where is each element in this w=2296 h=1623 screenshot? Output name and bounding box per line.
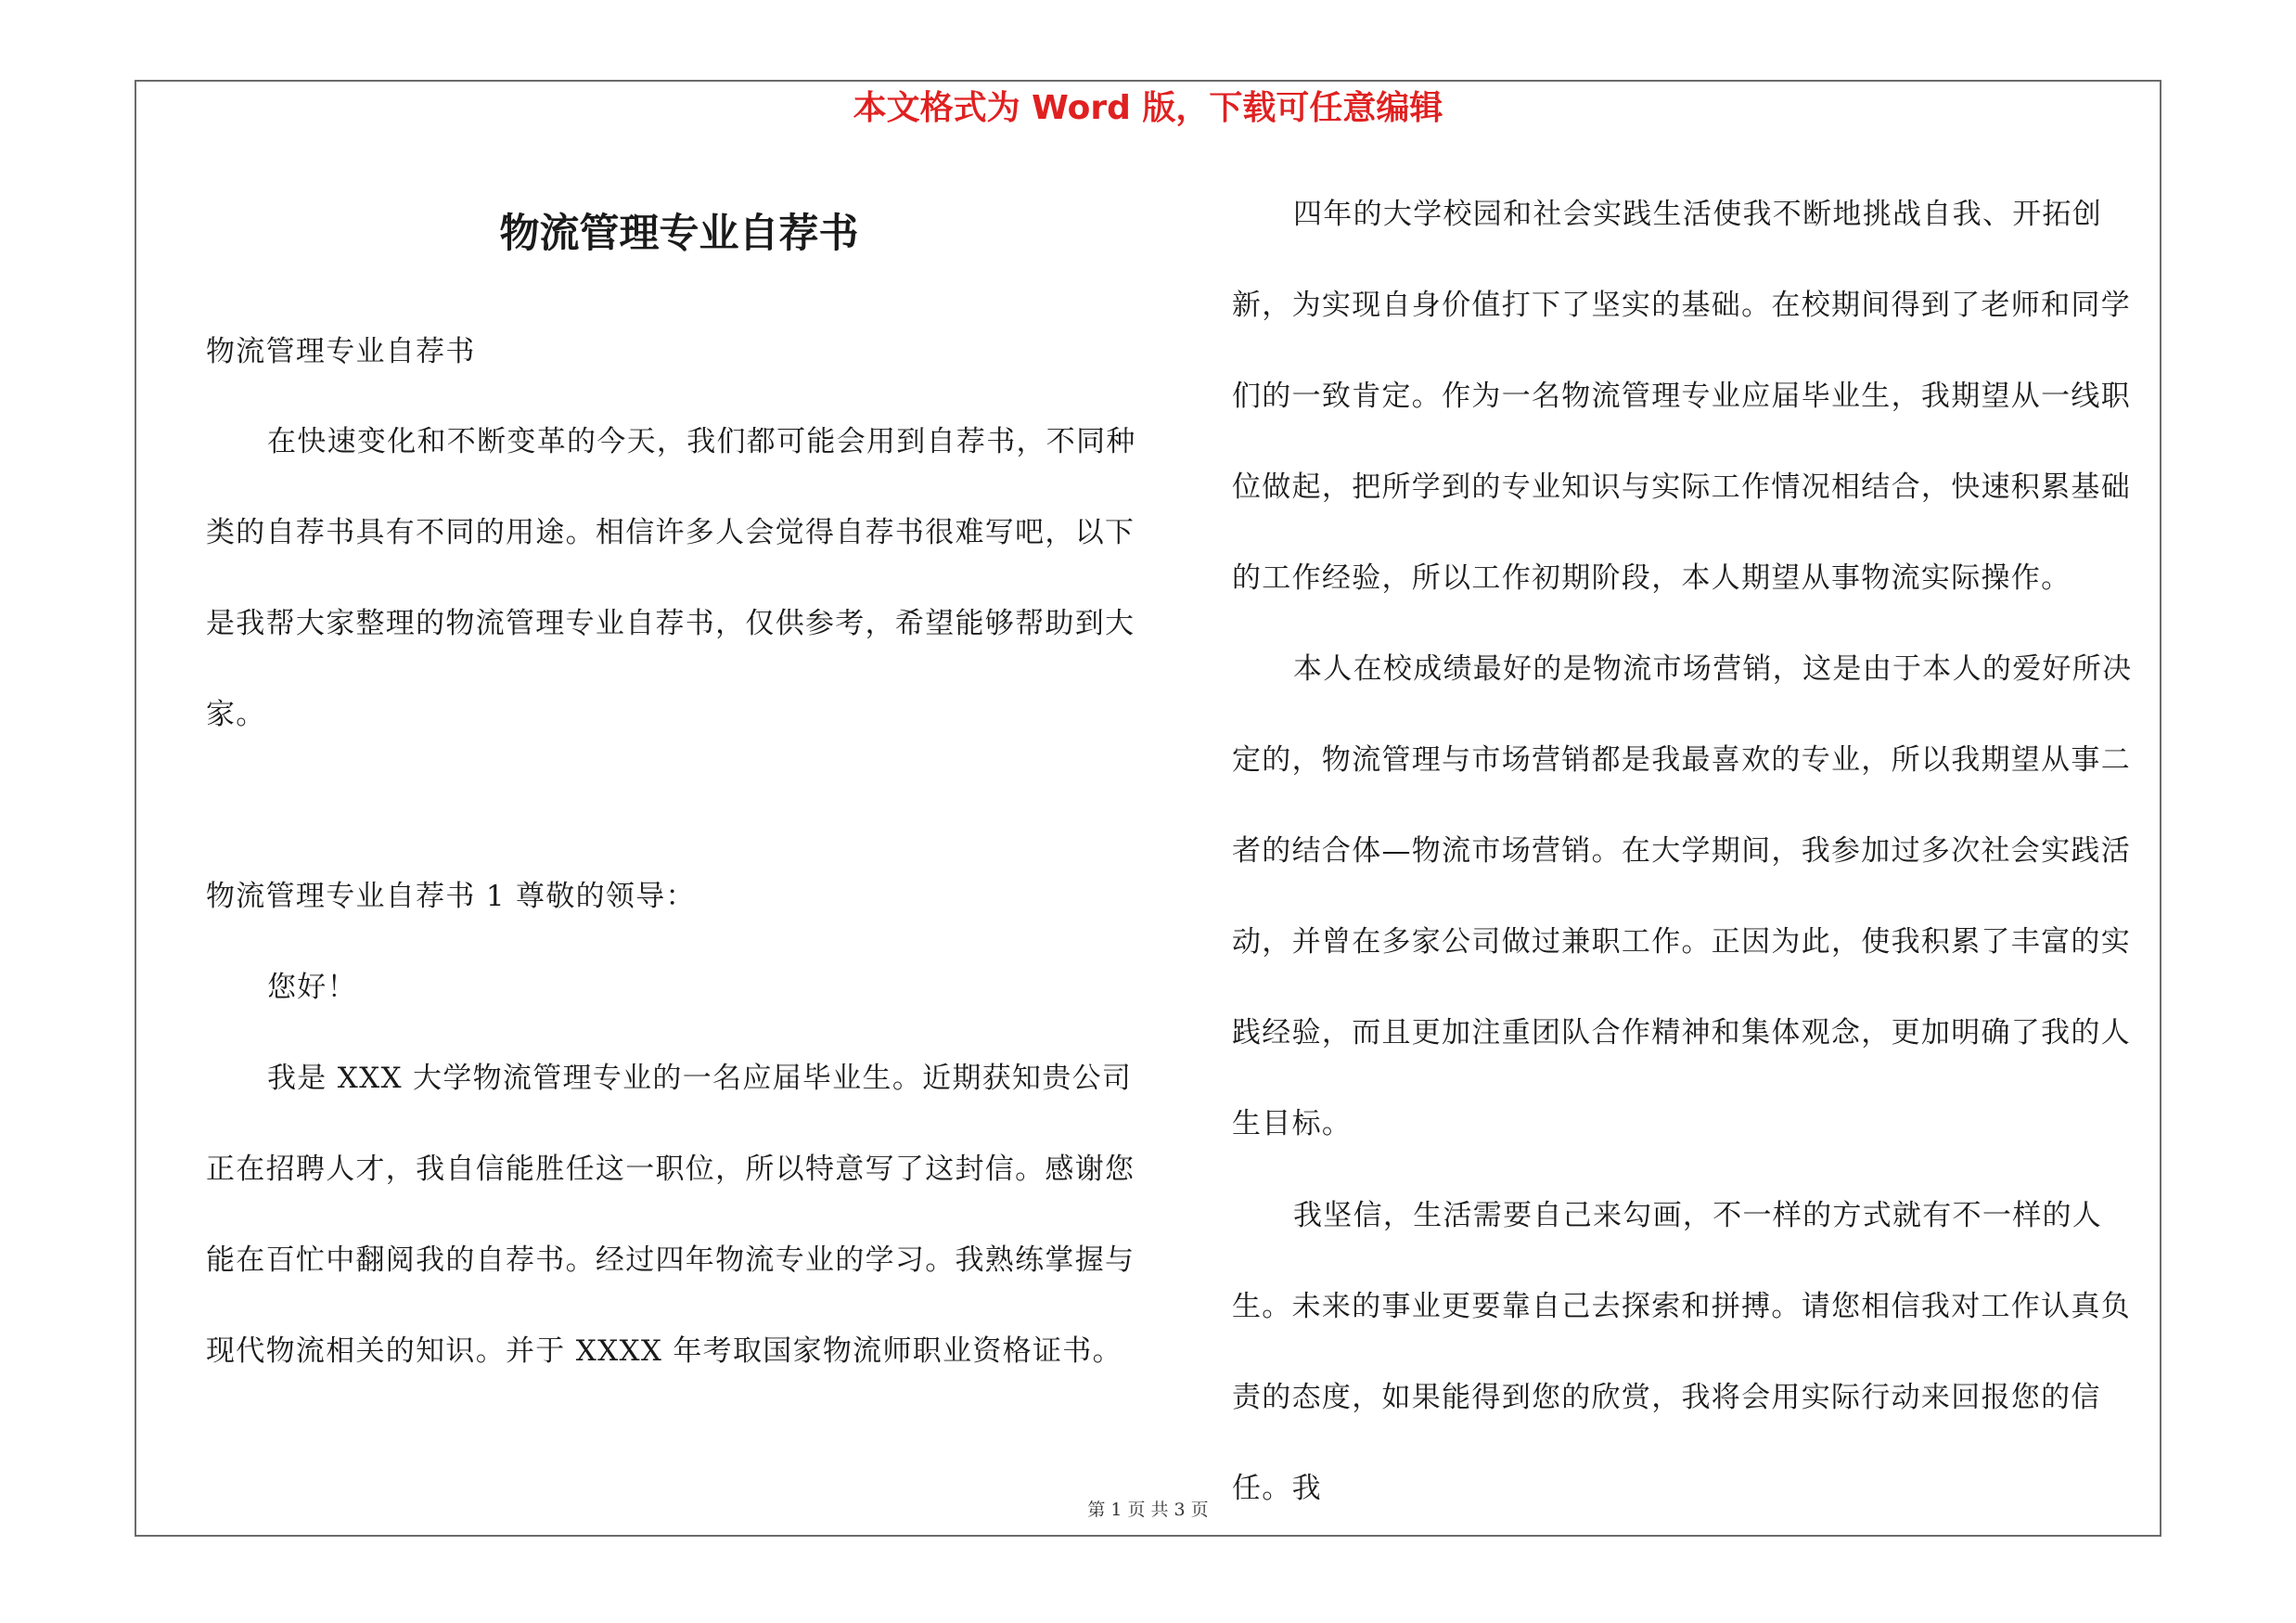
letter-paragraph-1: 我是 XXX 大学物流管理专业的一名应届毕业生。近期获知贵公司正在招聘人才，我自信能胜任这一职位，所以特意写了这封信。感谢您能在百忙中翻阅我的自荐书。经过四年物流专业的学习。我熟练掌握与现代物流相关的知识。并于 XXXX 年考取国家物流师职业资格证书。 (206, 1062, 1135, 1368)
subtitle: 物流管理专业自荐书 (206, 335, 476, 368)
intro-paragraph: 在快速变化和不断变革的今天，我们都可能会用到自荐书，不同种类的自荐书具有不同的用途。相信许多人会觉得自荐书很难写吧，以下是我帮大家整理的物流管理专业自荐书，仅供参考，希望能够帮助到大家。 (206, 425, 1136, 731)
page-number: 第 1 页 共 3 页 (1087, 1500, 1209, 1520)
letter-paragraph-2: 四年的大学校园和社会实践生活使我不断地挑战自我、开拓创新，为实现自身价值打下了坚实的基础。在校期间得到了老师和同学们的一致肯定。作为一名物流管理专业应届毕业生，我期望从一线职位做起，把所学到的专业知识与实际工作情况相结合，快速积累基础的工作经验，所以工作初期阶段，本人期望从事物流实际操作。 (1232, 198, 2131, 595)
format-banner: 本文格式为 Word 版，下载可任意编辑 (853, 89, 1443, 127)
document-title: 物流管理专业自荐书 (499, 211, 859, 257)
greeting: 您好！ (267, 971, 357, 1004)
letter-paragraph-3: 本人在校成绩最好的是物流市场营销，这是由于本人的爱好所决定的，物流管理与市场营销都是我最喜欢的专业，所以我期望从事二者的结合体—物流市场营销。在大学期间，我参加过多次社会实践活动，并曾在多家公司做过兼职工作。正因为此，使我积累了丰富的实践经验，而且更加注重团队合作精神和集体观念，更加明确了我的人生目标。 (1232, 652, 2133, 1140)
letter-heading: 物流管理专业自荐书 1 尊敬的领导： (206, 880, 696, 913)
letter-paragraph-4: 我坚信，生活需要自己来勾画，不一样的方式就有不一样的人生。未来的事业更要靠自己去探索和拼搏。请您相信我对工作认真负责的态度，如果能得到您的欣赏，我将会用实际行动来回报您的信任。我 (1232, 1199, 2131, 1505)
